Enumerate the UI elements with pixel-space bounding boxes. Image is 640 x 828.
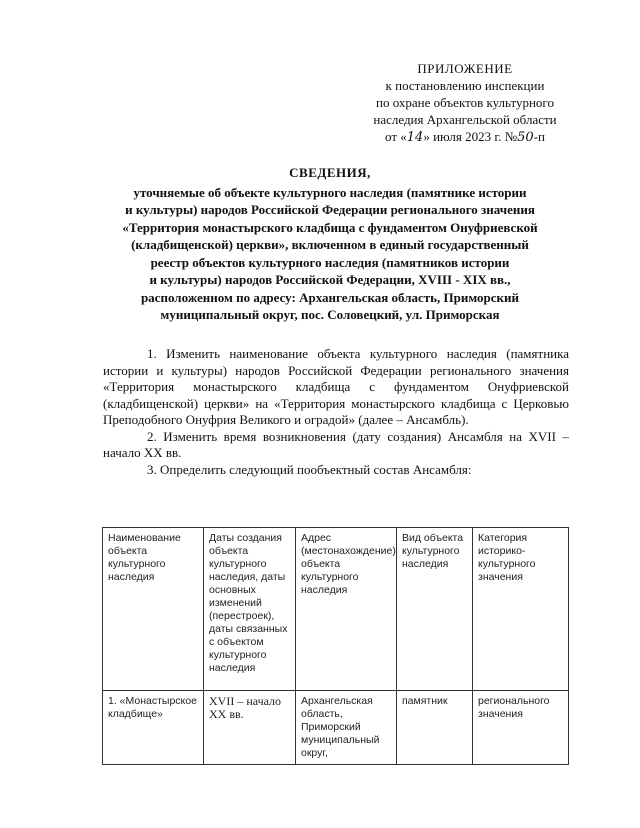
table-row (103, 691, 569, 765)
table-header-row (103, 528, 569, 691)
title-line: «Территория монастырского кладбища с фундаментом Онуфриевской (122, 219, 538, 235)
title-line: муниципальный округ, пос. Соловецкий, ул. Приморская (160, 307, 500, 322)
table-cell: 1. «Монастырское кладбище» (103, 691, 204, 765)
title-line: расположенном по адресу: Архангельская область, Приморский (140, 289, 520, 305)
table-cell: XVII – начало XX вв. (204, 691, 296, 765)
appendix-line: к постановлению инспекции (385, 78, 545, 93)
table-cell: памятник (397, 691, 473, 765)
date-suffix: -п (533, 129, 545, 144)
document-body (103, 346, 569, 478)
table-cell: регионального значения (473, 691, 569, 765)
appendix-date (360, 128, 570, 146)
document-title (100, 164, 560, 324)
date-mid: » июля 2023 г. № (423, 129, 518, 144)
table-header-cell: Адрес (местонахождение) объекта культурного наследия (296, 528, 397, 691)
appendix-block (360, 60, 570, 146)
appendix-line: по охране объектов культурного (376, 95, 554, 110)
table-header-cell: Вид объекта культурного наследия (397, 528, 473, 691)
title-heading: СВЕДЕНИЯ, (289, 165, 371, 180)
date-number: 50 (517, 130, 534, 145)
ensemble-table (102, 527, 569, 765)
table-header-cell: Категория историко-культурного значения (473, 528, 569, 691)
appendix-line: наследия Архангельской области (373, 112, 557, 127)
table-header-cell: Наименование объекта культурного наследия (103, 528, 204, 691)
paragraph-1: 1. Изменить наименование объекта культурного наследия (памятника истории и культуры) народов Российской Федерации регионального значения «Территория монастырского кладбища с фундаментом Онуфриевской (кладбищенской) церкви» на «Территория монастырского кладбища с Церковью Преподобного Онуфрия Великого и оградой» (далее – Ансамбль). (103, 346, 569, 427)
table-header-cell: Даты создания объекта культурного наследия, даты основных изменений (перестроек), даты связанных с объектом культурного наследия (204, 528, 296, 691)
paragraph-3: 3. Определить следующий пообъектный состав Ансамбля: (147, 461, 472, 477)
title-line: реестр объектов культурного наследия (памятников истории (150, 254, 510, 270)
date-prefix: от « (385, 129, 407, 144)
appendix-heading: ПРИЛОЖЕНИЕ (417, 61, 513, 76)
title-line: (кладбищенской) церкви», включенном в единый государственный (131, 237, 529, 252)
title-line: уточняемые об объекте культурного наследия (памятнике истории (133, 184, 527, 200)
paragraph-2: 2. Изменить время возникновения (дату создания) Ансамбля на XVII – начало XX вв. (103, 428, 569, 460)
date-day: 14 (406, 130, 424, 145)
title-line: и культуры) народов Российской Федерации, XVIII - XIX вв., (149, 272, 511, 287)
title-line: и культуры) народов Российской Федерации регионального значения (125, 202, 535, 217)
table-cell: Архангельская область, Приморский муниципальный округ, (296, 691, 397, 765)
